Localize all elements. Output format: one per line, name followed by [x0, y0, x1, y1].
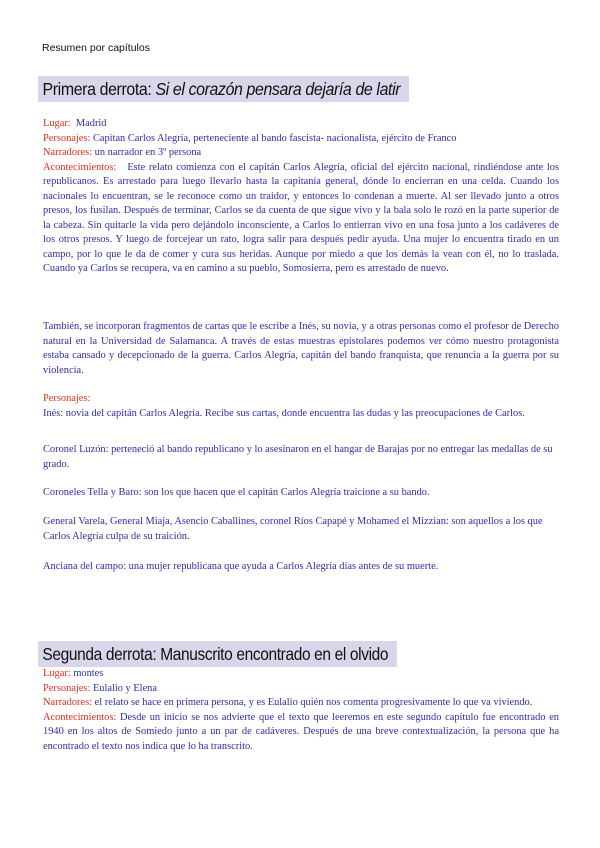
section-1-title-plain: Primera derrota:	[42, 79, 156, 99]
character-anciana: Anciana del campo: una mujer republicana que ayuda a Carlos Alegría días antes de su muerte.	[43, 561, 439, 572]
acontecimientos-label: Acontecimientos:	[43, 161, 117, 173]
personajes-2-block	[43, 392, 559, 421]
section-1-heading	[38, 76, 409, 102]
lugar-2-label: Lugar:	[43, 668, 71, 679]
lugar-2-value: montes	[73, 668, 104, 679]
cartas-paragraph: También, se incorporan fragmentos de cartas que le escribe a Inés, su novia, y a otras personas como el profesor de Derecho natural en la Universidad de Salamanca. A través de estas muestras epistolares podemos ver cómo nuestro protagonista estaba cansado y decepcionado de la guerra. Carlos Alegría, capitán del bando franquista, que renuncia a la guerra por su violencia.	[43, 321, 559, 376]
personajes-3-line	[43, 682, 559, 697]
personajes-2-label: Personajes:	[43, 393, 91, 404]
narradores-2-value: el relato se hace en primera persona, y es Eulalio quién nos comenta progresivamente lo que va viviendo.	[94, 697, 533, 708]
personajes-3-label: Personajes:	[43, 682, 91, 694]
personajes-3-value: Eulalio y Elena	[92, 682, 157, 694]
character-luzon: Coronel Luzón: perteneció al bando republicano y lo asesinaron en el hangar de Barajas por no entregar las medallas de su grado.	[43, 444, 553, 470]
lugar-label: Lugar:	[43, 118, 71, 129]
character-ines: Inés: novia del capitán Carlos Alegría. Recibe sus cartas, donde encuentra las dudas y las preocupaciones de Carlos.	[43, 407, 525, 419]
section-2-info	[43, 667, 559, 754]
section-1-title-italic: Si el corazón pensara dejaría de latir	[155, 79, 401, 99]
section-2-heading: Segunda derrota: Manuscrito encontrado en el olvido	[38, 641, 397, 667]
acontecimientos-2-label: Acontecimientos:	[43, 711, 117, 723]
lugar-2-line	[43, 667, 559, 682]
personajes-value: Capitan Carlos Alegría, perteneciente al bando fascista- nacionalista, ejército de Franco	[92, 132, 457, 144]
character-generales: General Varela, General Miaja, Asencio Caballines, coronel Ríos Capapé y Mohamed el Mizzian: son aquellos a los que Carlos Alegría culpa de su traición.	[43, 516, 543, 542]
lugar-line	[43, 117, 559, 132]
personajes-label: Personajes:	[43, 132, 91, 144]
section-1-info	[43, 117, 559, 277]
acontecimientos-2-value: Desde un inicio se nos advierte que el texto que leeremos en este segundo capítulo fue encontrado en 1940 en los altos de Somiedo junto a un par de cadáveres. Después de una breve contextualización, la persona que ha encontrado el texto nos indica que lo ha transcrito.	[43, 711, 559, 752]
narradores-2-line	[43, 696, 559, 711]
personajes-line	[43, 132, 559, 147]
lugar-value: Madrid	[75, 118, 107, 129]
narradores-value: un narrador en 3º persona	[94, 147, 202, 158]
acontecimientos-2-paragraph	[43, 711, 559, 755]
narradores-line	[43, 146, 559, 161]
narradores-2-label: Narradores:	[43, 697, 93, 708]
acontecimientos-value: Este relato comienza con el capitán Carlos Alegría, oficial del ejército nacional, rindiéndose ante los republicanos. Es arrestado para luego llevarlo hasta la capitanía general, dónde lo encierran en una celda. Cuando los nacionales lo encuentran, se le reconoce como un traidor, y entonces lo condenan a muerte. Al ser llevado junto a otros presos, los fusilan. Después de terminar, Carlos se da cuenta de que sigue vivo y la bala solo le rozó en la parte superior de la cabeza. Sin quitarle la vida pero dejándolo inconsciente, a Carlos lo entierran vivo en una fosa junto a los cadáveres de los otros presos. Y luego de forcejear un rato, logra salir para después pedir ayuda. Una mujer lo encuentra tirado en un campo, por lo que le da de comer y cura sus heridas. Aunque por miedo a que los demás la vean con él, no lo traslada. Cuando ya Carlos se recupera, va en camino a su pueblo, Somosierra, pero es arrestado de nuevo.	[43, 161, 559, 274]
character-tella-baro: Coroneles Tella y Baro: son los que hacen que el capitán Carlos Alegría traicione a su bando.	[43, 487, 430, 498]
document-header: Resumen por capítulos	[42, 42, 150, 54]
narradores-label: Narradores:	[43, 147, 93, 158]
acontecimientos-paragraph	[43, 161, 559, 277]
